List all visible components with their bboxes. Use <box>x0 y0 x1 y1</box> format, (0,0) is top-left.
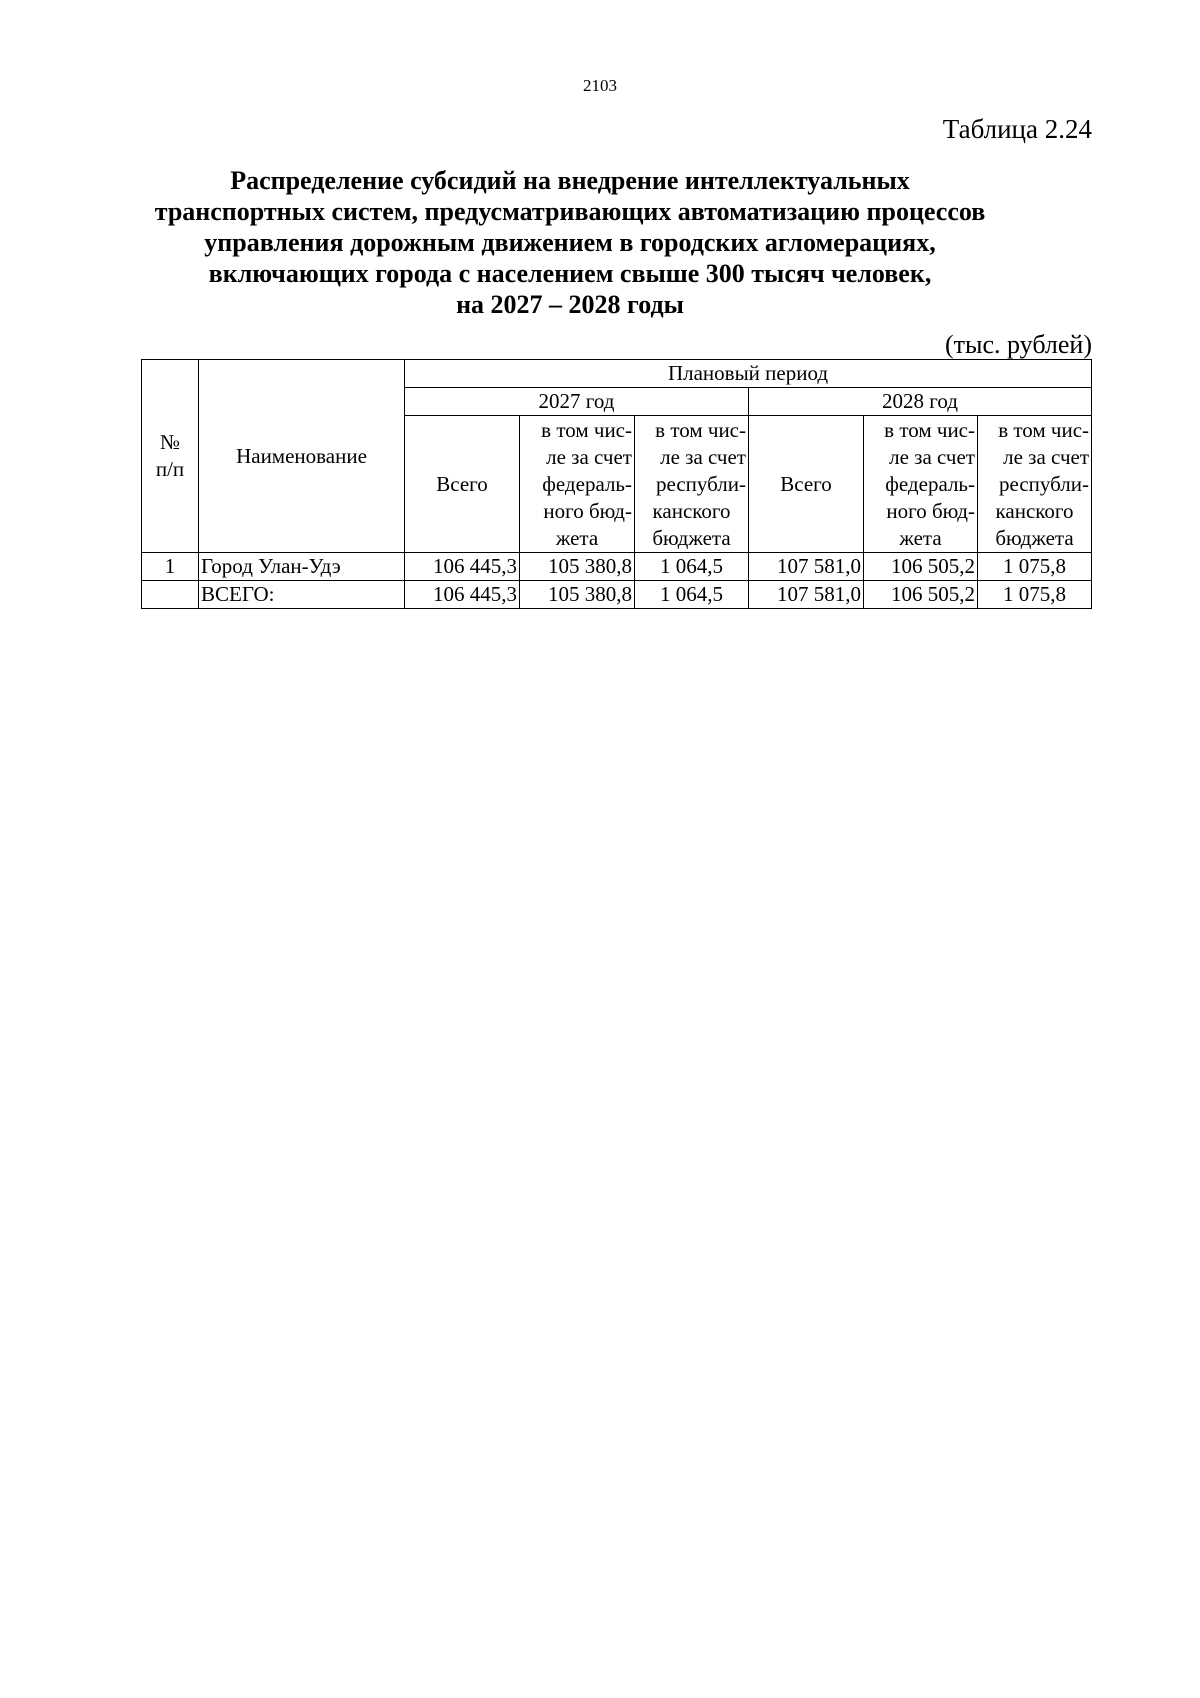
header-line: ле за счет <box>1003 444 1090 469</box>
header-line: канского <box>995 498 1074 523</box>
header-line: ле за счет <box>660 444 746 469</box>
header-line: федераль- <box>885 471 975 496</box>
header-number-line: п/п <box>155 457 185 481</box>
header-planning-period: Плановый период <box>405 360 1092 388</box>
header-line: в том чис- <box>541 417 632 442</box>
header-year-2027: 2027 год <box>405 388 749 416</box>
header-federal-2028 <box>864 416 978 553</box>
header-line: жета <box>555 525 599 550</box>
cell-federal-2027: 105 380,8 <box>520 581 635 609</box>
cell-republic-2028: 1 075,8 <box>978 553 1092 581</box>
cell-republic-2028: 1 075,8 <box>978 581 1092 609</box>
header-line: республи- <box>999 471 1090 496</box>
subsidy-table <box>141 359 1092 609</box>
header-line: в том чис- <box>884 417 975 442</box>
header-number <box>142 360 199 553</box>
header-republic-2027 <box>635 416 749 553</box>
cell-total-2027: 106 445,3 <box>405 553 520 581</box>
units-label: (тыс. рублей) <box>944 330 1092 359</box>
header-line: в том чис- <box>655 417 746 442</box>
document-title <box>120 165 1020 320</box>
cell-number: 1 <box>142 553 199 581</box>
cell-total-2028: 107 581,0 <box>749 581 864 609</box>
cell-total-2028: 107 581,0 <box>749 553 864 581</box>
header-line: в том чис- <box>998 417 1090 442</box>
header-line: ле за счет <box>889 444 975 469</box>
cell-name: ВСЕГО: <box>199 581 405 609</box>
title-line: Распределение субсидий на внедрение интеллектуальных <box>230 166 910 195</box>
cell-republic-2027: 1 064,5 <box>635 553 749 581</box>
cell-total-2027: 106 445,3 <box>405 581 520 609</box>
table-row <box>142 581 1092 609</box>
header-line: ного бюд- <box>886 498 975 523</box>
header-total-2027: Всего <box>405 416 520 553</box>
header-line: бюджета <box>652 525 731 550</box>
header-line: жета <box>899 525 942 550</box>
page-number: 2103 <box>583 76 617 95</box>
header-line: ного бюд- <box>543 498 632 523</box>
cell-name: Город Улан-Удэ <box>199 553 405 581</box>
header-line: ле за счет <box>546 444 632 469</box>
cell-republic-2027: 1 064,5 <box>635 581 749 609</box>
header-line: канского <box>652 498 731 523</box>
title-line: включающих города с населением свыше 300 тысяч человек, <box>208 259 932 288</box>
cell-federal-2027: 105 380,8 <box>520 553 635 581</box>
title-line: на 2027 – 2028 годы <box>456 290 684 319</box>
table-row <box>142 553 1092 581</box>
table-label: Таблица 2.24 <box>942 114 1092 144</box>
header-line: федераль- <box>542 471 632 496</box>
header-total-2028: Всего <box>749 416 864 553</box>
cell-federal-2028: 106 505,2 <box>864 553 978 581</box>
title-line: транспортных систем, предусматривающих автоматизацию процессов <box>154 197 986 226</box>
title-line: управления дорожным движением в городских агломерациях, <box>204 228 936 257</box>
cell-number <box>142 581 199 609</box>
header-number-line: № <box>159 430 181 454</box>
header-line: республи- <box>656 471 746 496</box>
header-line: бюджета <box>995 525 1074 550</box>
cell-federal-2028: 106 505,2 <box>864 581 978 609</box>
header-republic-2028 <box>978 416 1092 553</box>
header-name: Наименование <box>199 360 405 553</box>
header-federal-2027 <box>520 416 635 553</box>
header-year-2028: 2028 год <box>749 388 1092 416</box>
